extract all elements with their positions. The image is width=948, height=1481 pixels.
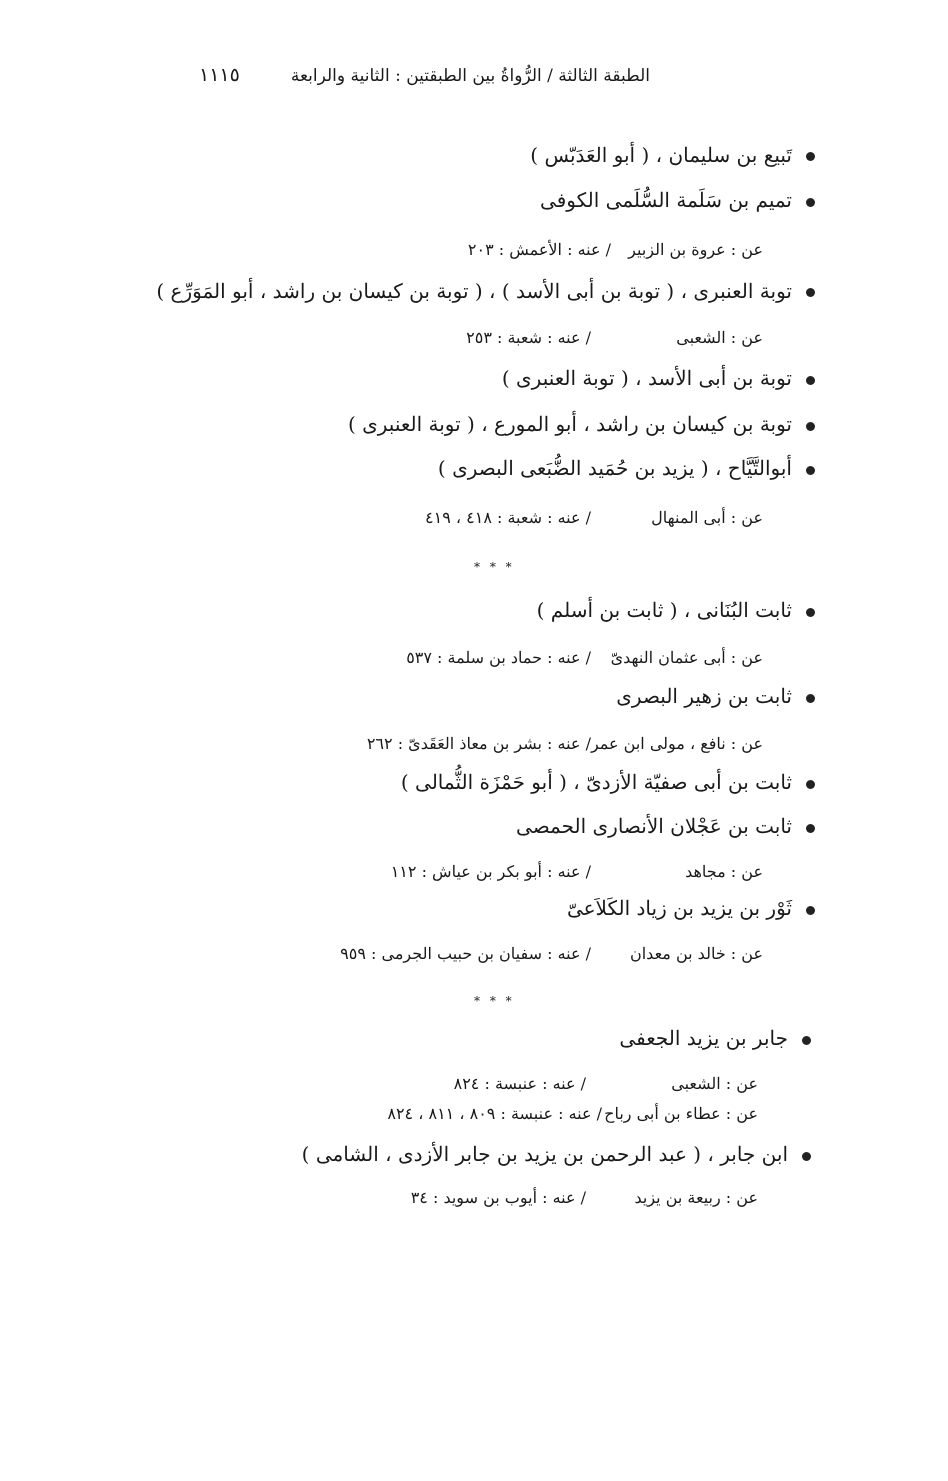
narrated-from: عن : الشعبى [676,328,763,347]
entry-name: ابن جابر ، ( عبد الرحمن بن يزيد بن جابر الأزدى ، الشامى ) [301,1142,788,1166]
narrated-by: / عنه : عنبسة : ٨٠٩ ، ٨١١ ، ٨٢٤ [387,1104,602,1123]
entry-name: ثابت بن زهير البصرى [616,684,792,708]
bullet-icon [806,422,815,431]
entry-name: توبة بن أبى الأسد ، ( توبة العنبرى ) [501,366,792,390]
bullet-icon [806,376,815,385]
narrated-by: / عنه : شعبة : ٤١٨ ، ٤١٩ [425,508,591,527]
entry-name: توبة العنبرى ، ( توبة بن أبى الأسد ) ، ( توبة بن كيسان بن راشد ، أبو المَوَرِّع ) [156,279,792,303]
narrated-by: / عنه : الأعمش : ٢٠٣ [467,240,611,259]
bullet-icon [806,152,815,161]
bullet-icon [806,780,815,789]
bullet-icon [806,608,815,617]
entry-name: ثابت البُنَانى ، ( ثابت بن أسلم ) [536,598,792,622]
narration-line: عن : نافع ، مولى ابن عمر/ عنه : بشر بن معاذ العَقَدىّ : ٢٦٢ [366,734,763,753]
narrated-from: عن : عروة بن الزبير [628,240,763,259]
section-separator: * * * [474,560,515,574]
narrated-by: / عنه : حماد بن سلمة : ٥٣٧ [406,648,591,667]
running-header: الطبقة الثالثة / الرُّواةُ بين الطبقتين : الثانية والرابعة [290,66,650,86]
narrated-by: / عنه : شعبة : ٢٥٣ [466,328,591,347]
bullet-icon [806,198,815,207]
narrated-from: عن : عطاء بن أبى رباح [604,1104,758,1123]
bullet-icon [802,1152,811,1161]
narrated-from: عن : أبى المنهال [651,508,763,527]
entry-name: أبوالتَّيَّاح ، ( يزيد بن حُمَيد الضُّبَعى البصرى ) [437,456,792,480]
entry-name: ثابت بن عَجْلان الأنصارى الحمصى [516,814,792,838]
entry-name: ثَوْر بن يزيد بن زياد الكَلاَعىّ [566,896,792,920]
entry-name: ثابت بن أبى صفيّة الأزدىّ ، ( أبو حَمْزَة الثُّمالى ) [400,770,792,794]
narrated-from: عن : ربيعة بن يزيد [634,1188,758,1207]
entry-name: تَبيع بن سليمان ، ( أبو العَدَبّس ) [530,143,792,167]
entry-name: تميم بن سَلَمة السُّلَمى الكوفى [540,188,792,212]
section-separator: * * * [474,994,515,1008]
entry-name: توبة بن كيسان بن راشد ، أبو المورع ، ( توبة العنبرى ) [347,412,792,436]
narrated-from: عن : خالد بن معدان [629,944,763,963]
bullet-icon [806,694,815,703]
bullet-icon [806,824,815,833]
narrated-from: عن : مجاهد [685,862,763,881]
entry-name: جابر بن يزيد الجعفى [619,1026,788,1050]
bullet-icon [806,288,815,297]
narrated-by: / عنه : عنبسة : ٨٢٤ [453,1074,586,1093]
narrated-by: / عنه : سفيان بن حبيب الجرمى : ٩٥٩ [340,944,591,963]
bullet-icon [806,466,815,475]
bullet-icon [802,1036,811,1045]
narrated-from: عن : أبى عثمان النهدىّ [610,648,763,667]
narrated-by: / عنه : أيوب بن سويد : ٣٤ [410,1188,586,1207]
page-number: ١١١٥ [199,64,240,86]
narrated-by: / عنه : أبو بكر بن عياش : ١١٢ [390,862,591,881]
narrated-from: عن : الشعبى [671,1074,758,1093]
bullet-icon [806,906,815,915]
